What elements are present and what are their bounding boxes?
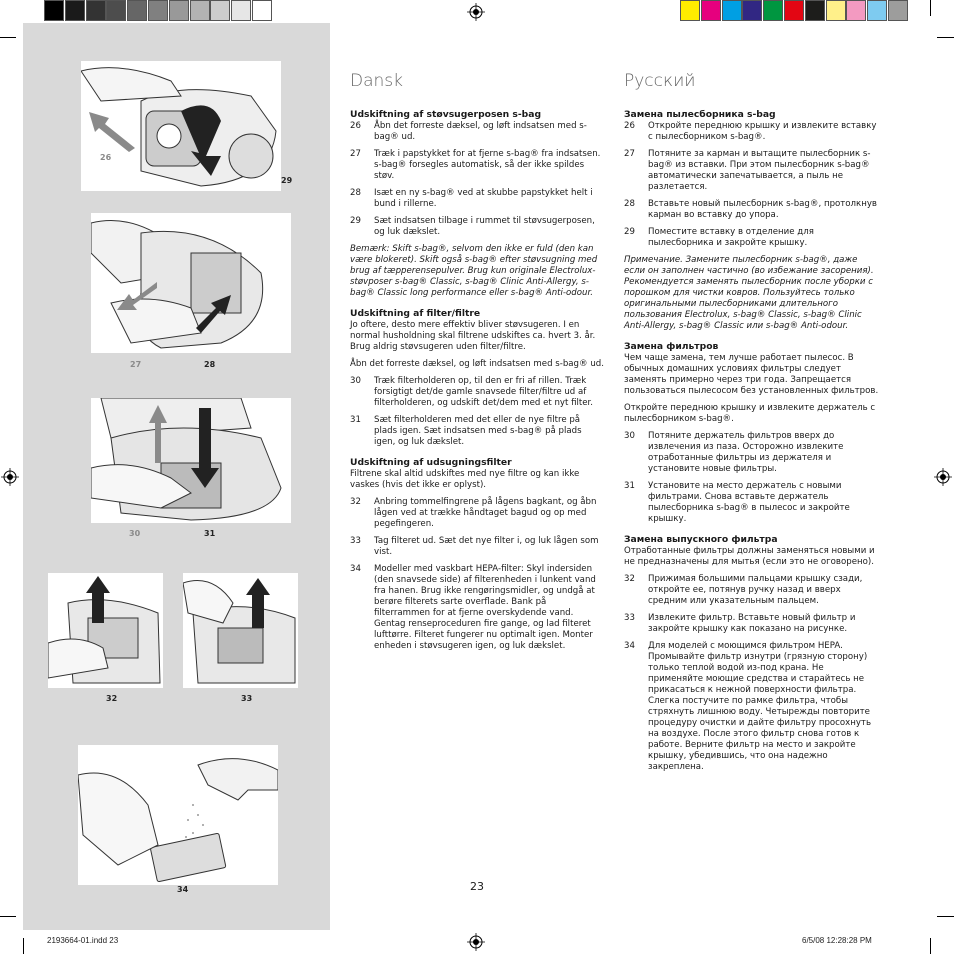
step-text: Потяните держатель фильтров вверх до извлечения из паза. Осторожно извлеките отработанные фильтры из держателя и установите новые фильтры. — [648, 431, 844, 474]
note-text: Примечание. Замените пылесборник s-bag®, даже если он заполнен частично (во избежание засорения). Рекомендуется заменять пылесборник после уборки с порошком для чистки ковров. Пользуйтесь только оригинальными пылесборниками длительного пользования Electrolux, s-bag® Classic, s-bag® Clinic Anti-Allergy, s-bag® Classic или s-bag® Anti-odour. — [624, 255, 874, 331]
arrow-left-down-icon — [115, 280, 159, 314]
step-text: Вставьте новый пылесборник s-bag®, протолкнув карман во вставку до упора. — [648, 199, 877, 220]
color-swatch — [210, 0, 230, 21]
color-swatch — [65, 0, 85, 21]
paragraph: Jo oftere, desto mere effektiv bliver støvsugeren. I en normal husholdning skal filtrene udskiftes ca. hvert 3. år. Brug aldrig støvsugeren uden filter/filtre. — [350, 320, 596, 352]
color-swatch — [846, 0, 866, 21]
step-number: 32 — [350, 497, 361, 507]
figure-label-30: 30 — [129, 529, 141, 538]
list-item — [350, 415, 605, 448]
figure-label-34: 34 — [177, 885, 189, 894]
color-swatch — [169, 0, 189, 21]
step-text: Træk filterholderen op, til den er fri af rillen. Træk forsigtigt det/de gamle snavsede filter/filtre ud af filterholderen, og udskift det/dem med et nyt filter. — [374, 376, 594, 408]
figure-label-26: 26 — [100, 153, 112, 162]
step-number: 27 — [350, 149, 361, 159]
instruction-list — [624, 574, 879, 773]
illustration-panel — [23, 23, 330, 930]
section-heading: Udskiftning af støvsugerposen s-bag — [350, 109, 542, 120]
footer-file-info: 2193664-01.indd 23 — [47, 936, 119, 945]
figure-label-29: 29 — [281, 176, 293, 185]
instruction-list — [350, 376, 605, 448]
step-number: 30 — [350, 376, 361, 386]
color-swatch — [722, 0, 742, 21]
color-swatch — [888, 0, 908, 21]
instruction-list — [624, 121, 879, 249]
list-item — [624, 431, 879, 475]
color-swatch — [680, 0, 700, 21]
step-number: 29 — [624, 227, 635, 237]
exhaust-filter-illustration — [183, 573, 298, 688]
step-text: Извлеките фильтр. Вставьте новый фильтр и закройте крышку как показано на рисунке. — [648, 613, 856, 634]
step-text: Anbring tommelfingrene på lågens bagkant, og åbn lågen ved at trække håndtaget bagud og op med pegefingeren. — [374, 497, 597, 529]
color-swatch — [826, 0, 846, 21]
paragraph: Чем чаще замена, тем лучше работает пылесос. В обычных домашних условиях фильтры следует заменять примерно через три года. Запрещается пользоваться пылесосом без установленных фильтров. — [624, 353, 879, 396]
step-number: 31 — [624, 481, 635, 491]
section-heading: Udskiftning af filter/filtre — [350, 308, 481, 319]
color-swatch — [44, 0, 64, 21]
figure-label-28: 28 — [204, 360, 216, 369]
color-swatch — [86, 0, 106, 21]
section-heading: Замена пылесборника s-bag — [624, 109, 776, 120]
step-text: Træk i papstykket for at fjerne s-bag® fra indsatsen. s-bag® forsegles automatisk, så der ikke spildes støv. — [374, 149, 601, 181]
note-text: Bemærk: Skift s-bag®, selvom den ikke er fuld (den kan være blokeret). Skift også s-bag® efter støvsugning med brug af tæpperensepulver. Brug kun originale Electrolux-støvposer s-bag® Classic, s-bag® Clinic Anti-Allergy, s-bag® Classic long performance eller s-bag® Anti-odour. — [350, 244, 598, 298]
list-item — [350, 188, 605, 210]
color-swatch — [106, 0, 126, 21]
list-item — [350, 216, 605, 238]
step-text: Åbn det forreste dæksel, og løft indsatsen med s-bag® ud. — [374, 121, 587, 142]
step-text: Для моделей с моющимся фильтром HEPA. Промывайте фильтр изнутри (грязную сторону) только теплой водой из-под крана. Не применяйте моющие средства и старайтесь не прикасаться к нежной поверхности фильтра. Слегка постучите по рамке фильтра, чтобы стряхнуть лишнюю воду. Четырежды повторите процедуру очистки и дайте фильтру просохнуть на воздухе. После этого фильтр снова готов к работе. Верните фильтр на место и закройте крышку, убедившись, что она надежно закреплена. — [648, 641, 872, 772]
color-swatch — [148, 0, 168, 21]
color-swatch — [784, 0, 804, 21]
registration-mark-icon — [467, 3, 485, 21]
step-number: 28 — [350, 188, 361, 198]
color-swatch — [867, 0, 887, 21]
list-item — [624, 481, 879, 525]
list-item — [350, 564, 605, 652]
step-number: 26 — [350, 121, 361, 131]
list-item — [350, 121, 605, 143]
list-item — [350, 536, 605, 558]
list-item — [624, 121, 879, 143]
instruction-list — [350, 121, 605, 238]
step-number: 34 — [350, 564, 361, 574]
figure-label-32: 32 — [106, 694, 118, 703]
paragraph: Filtrene skal altid udskiftes med nye filtre og kan ikke vaskes (hvis det ikke er oplyst). — [350, 469, 580, 490]
step-text: Isæt en ny s-bag® ved at skubbe papstykket helt i bund i rillerne. — [374, 188, 593, 209]
crop-mark — [23, 938, 24, 954]
crop-mark — [0, 916, 16, 917]
step-text: Откройте переднюю крышку и извлеките вставку с пылесборником s-bag®. — [648, 121, 877, 142]
russian-column — [624, 71, 879, 779]
step-text: Поместите вставку в отделение для пылесборника и закройте крышку. — [648, 227, 814, 248]
hepa-washing-illustration — [78, 745, 278, 885]
figure-hepa-filter-washing — [78, 745, 278, 885]
crop-mark — [937, 916, 954, 917]
color-swatch — [805, 0, 825, 21]
figure-label-27: 27 — [130, 360, 142, 369]
exhaust-lid-illustration — [48, 573, 163, 688]
step-number: 33 — [350, 536, 361, 546]
list-item — [624, 227, 879, 249]
language-heading-danish: Dansk — [350, 71, 403, 91]
step-number: 33 — [624, 613, 635, 623]
step-number: 30 — [624, 431, 635, 441]
registration-mark-icon — [934, 468, 952, 486]
list-item — [350, 149, 605, 182]
step-number: 29 — [350, 216, 361, 226]
footer-timestamp: 6/5/08 12:28:28 PM — [802, 936, 872, 945]
step-text: Sæt indsatsen tilbage i rummet til støvsugerposen, og luk dækslet. — [374, 216, 595, 237]
paragraph: Åbn det forreste dæksel, og løft indsatsen med s-bag® ud. — [350, 359, 604, 369]
list-item — [624, 613, 879, 635]
arrow-up-icon — [148, 403, 168, 463]
figure-label-31: 31 — [204, 529, 216, 538]
instruction-list — [350, 497, 605, 652]
step-number: 31 — [350, 415, 361, 425]
crop-mark — [0, 37, 16, 38]
crop-mark — [937, 37, 954, 38]
step-text: Потяните за карман и вытащите пылесборник s-bag® из вставки. При этом пылесборник s-bag® автоматически запечатывается, а пыль не разлетается. — [648, 149, 871, 192]
section-heading: Замена выпускного фильтра — [624, 534, 778, 545]
list-item — [624, 574, 879, 607]
danish-column — [350, 71, 605, 658]
instruction-list — [624, 431, 879, 525]
color-swatch — [231, 0, 251, 21]
color-swatch — [701, 0, 721, 21]
figure-exhaust-filter-removal — [183, 573, 298, 688]
step-number: 32 — [624, 574, 635, 584]
step-number: 26 — [624, 121, 635, 131]
section-heading: Замена фильтров — [624, 341, 719, 352]
color-swatch — [190, 0, 210, 21]
step-text: Прижимая большими пальцами крышку сзади, откройте ее, потянув ручку назад и вверх средним или указательным пальцем. — [648, 574, 863, 606]
language-heading-russian: Русский — [624, 71, 696, 91]
list-item — [350, 376, 605, 409]
step-text: Установите на место держатель с новыми фильтрами. Снова вставьте держатель пылесборника s-bag® в пылесос и закройте крышку. — [648, 481, 850, 524]
color-swatch — [252, 0, 272, 21]
step-text: Sæt filterholderen med det eller de nye filtre på plads igen. Sæt indsatsen med s-bag® på plads igen, og luk dækslet. — [374, 415, 582, 447]
figure-filter-holder — [91, 398, 291, 523]
figure-exhaust-lid-open — [48, 573, 163, 688]
step-text: Tag filteret ud. Sæt det nye filter i, og luk lågen som vist. — [374, 536, 599, 557]
step-number: 27 — [624, 149, 635, 159]
registration-mark-icon — [1, 468, 19, 486]
registration-mark-icon — [467, 933, 485, 951]
step-number: 34 — [624, 641, 635, 651]
color-swatch — [763, 0, 783, 21]
color-swatch — [742, 0, 762, 21]
crop-mark — [930, 938, 931, 954]
list-item — [624, 149, 879, 193]
page-number: 23 — [470, 880, 484, 893]
list-item — [350, 497, 605, 530]
step-number: 28 — [624, 199, 635, 209]
list-item — [624, 199, 879, 221]
paragraph: Отработанные фильтры должны заменяться новыми и не предназначены для мытья (если это не оговорено). — [624, 546, 875, 567]
figure-label-33: 33 — [241, 694, 253, 703]
section-heading: Udskiftning af udsugningsfilter — [350, 457, 512, 468]
paragraph: Откройте переднюю крышку и извлеките держатель с пылесборником s-bag®. — [624, 403, 876, 424]
filter-holder-illustration — [91, 398, 291, 523]
step-text: Modeller med vaskbart HEPA-filter: Skyl indersiden (den snavsede side) af filterenheden i lunkent vand fra hanen. Brug ikke rengøringsmidler, og undgå at berøre filterets sarte overflade. Bank på filterrammen for at fjerne overskydende vand. Gentag renseproceduren fire gange, og lad filteret lufttørre. Filteret fungerer nu optimalt igen. Monter enheden i støvsugeren igen, og luk dækslet. — [374, 564, 596, 651]
color-swatch — [127, 0, 147, 21]
arrow-up-left-icon — [87, 108, 137, 153]
list-item — [624, 641, 879, 773]
crop-mark — [930, 0, 931, 16]
